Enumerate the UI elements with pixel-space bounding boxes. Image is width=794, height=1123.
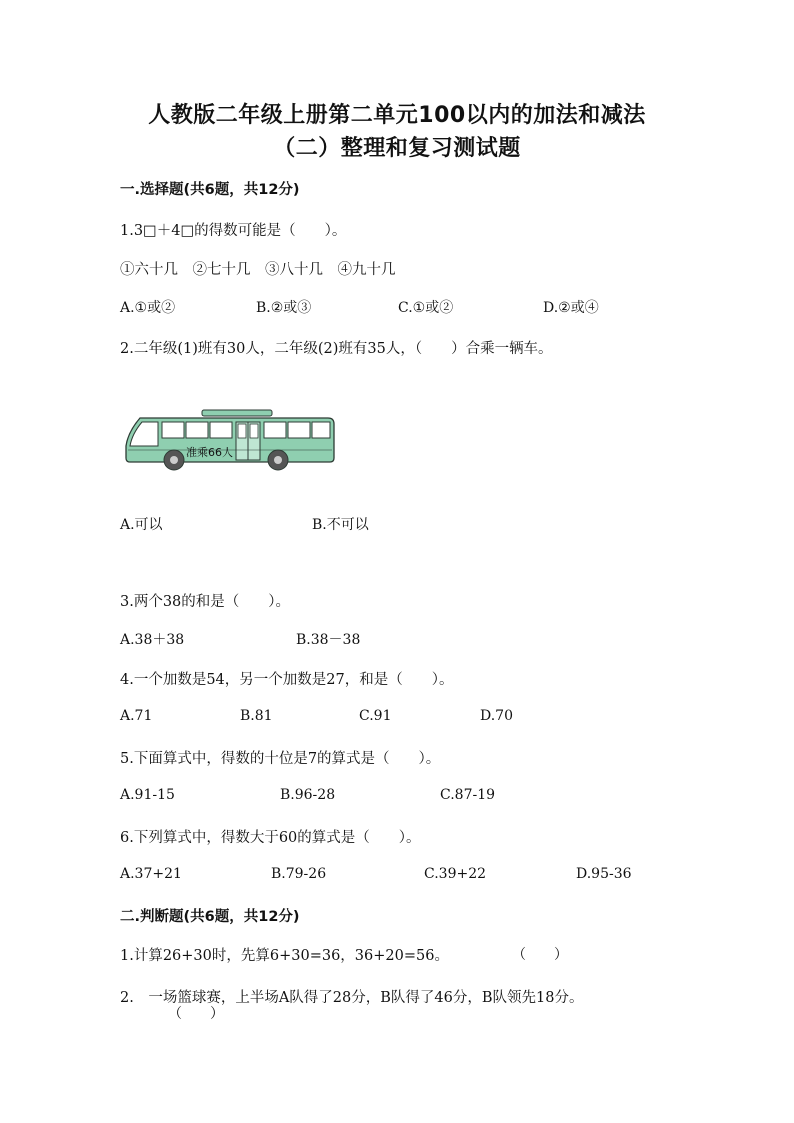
judgment-2-blank: （ ） bbox=[168, 1006, 224, 1022]
question-4-option-b: B.81 bbox=[240, 708, 273, 724]
question-5-option-b: B.96-28 bbox=[280, 787, 336, 803]
judgment-1-stem: 1.计算26+30时，先算6+30=36，36+20=56。 bbox=[120, 948, 449, 964]
question-1-choices: ①六十几 ②七十几 ③八十几 ④九十几 bbox=[120, 262, 396, 278]
question-5-option-a: A.91-15 bbox=[120, 787, 175, 803]
judgment-2-stem: 2. 一场篮球赛，上半场A队得了28分，B队得了46分，B队领先18分。 bbox=[120, 990, 584, 1006]
question-6-option-d: D.95-36 bbox=[576, 866, 632, 882]
question-2-option-b: B.不可以 bbox=[312, 517, 369, 533]
question-6-option-b: B.79-26 bbox=[271, 866, 327, 882]
question-1-option-d: D.②或④ bbox=[543, 300, 599, 316]
question-6-option-c: C.39+22 bbox=[424, 866, 487, 882]
question-4-option-a: A.71 bbox=[120, 708, 153, 724]
question-4-option-d: D.70 bbox=[480, 708, 513, 724]
question-1-stem: 1.3□＋4□的得数可能是（ ）。 bbox=[120, 223, 347, 239]
section-1-heading: 一.选择题(共6题，共12分) bbox=[120, 182, 300, 198]
question-4-stem: 4.一个加数是54，另一个加数是27，和是（ ）。 bbox=[120, 672, 454, 688]
question-3-option-b: B.38－38 bbox=[296, 632, 361, 648]
question-1-option-b: B.②或③ bbox=[256, 300, 312, 316]
question-2-stem: 2.二年级(1)班有30人，二年级(2)班有35人，（ ）合乘一辆车。 bbox=[120, 341, 553, 357]
question-6-stem: 6.下列算式中，得数大于60的算式是（ ）。 bbox=[120, 830, 421, 846]
title-line-2: （二）整理和复习测试题 bbox=[273, 136, 521, 161]
judgment-1-blank: （ ） bbox=[512, 947, 568, 963]
bus-illustration bbox=[122, 408, 338, 474]
question-1-option-a: A.①或② bbox=[120, 300, 176, 316]
section-2-heading: 二.判断题(共6题，共12分) bbox=[120, 909, 300, 925]
bus-sign-label: 准乘66人 bbox=[186, 446, 233, 459]
question-1-option-c: C.①或② bbox=[398, 300, 454, 316]
question-6-option-a: A.37+21 bbox=[120, 866, 182, 882]
question-4-option-c: C.91 bbox=[359, 708, 392, 724]
question-3-option-a: A.38＋38 bbox=[120, 632, 185, 648]
question-5-option-c: C.87-19 bbox=[440, 787, 496, 803]
question-2-option-a: A.可以 bbox=[120, 517, 163, 533]
question-3-stem: 3.两个38的和是（ ）。 bbox=[120, 594, 291, 610]
question-5-stem: 5.下面算式中，得数的十位是7的算式是（ ）。 bbox=[120, 751, 441, 767]
title-line-1: 人教版二年级上册第二单元100以内的加法和减法 bbox=[148, 103, 646, 128]
